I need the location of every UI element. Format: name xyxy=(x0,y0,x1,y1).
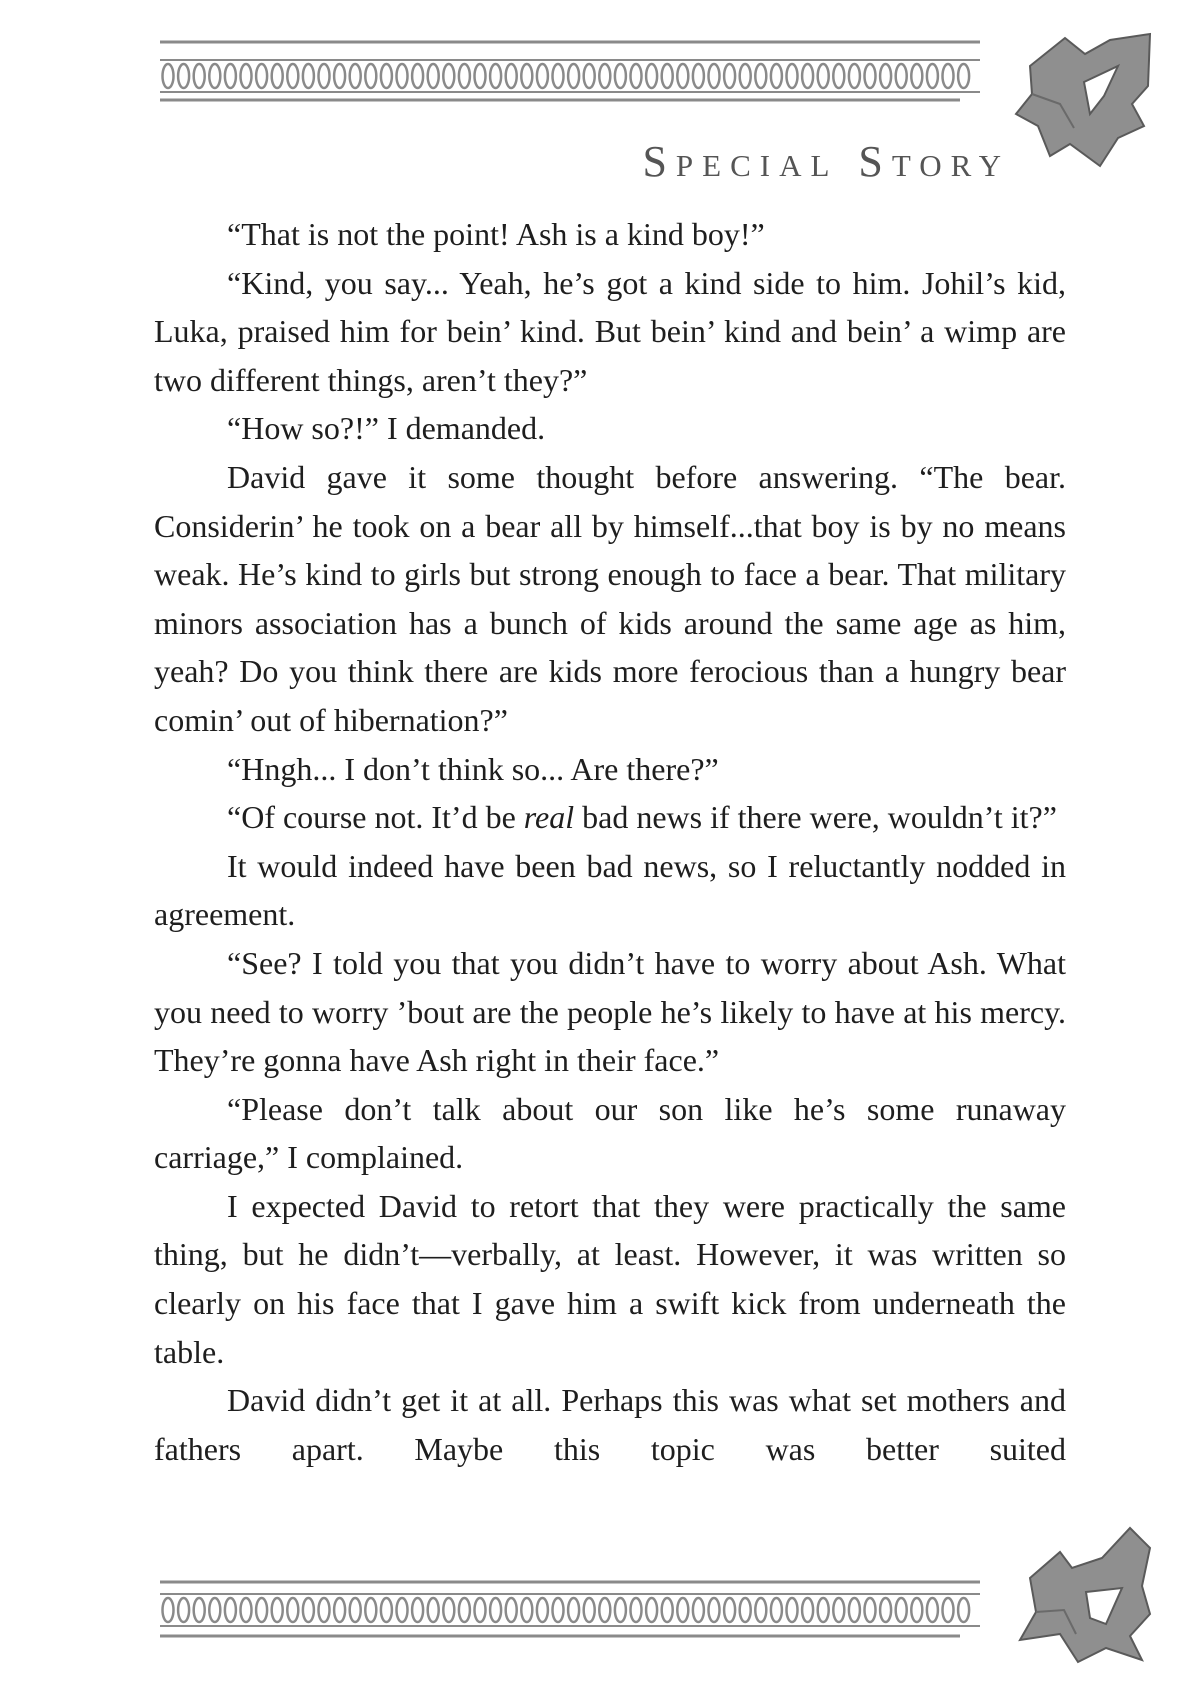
chain-link xyxy=(709,64,720,88)
chain-link xyxy=(771,1598,782,1622)
story-text xyxy=(154,210,1066,1473)
chain-link xyxy=(599,64,610,88)
chain-link xyxy=(677,64,688,88)
chain-link xyxy=(693,64,704,88)
chain-link xyxy=(381,64,392,88)
chain-link xyxy=(194,64,205,88)
chain-link xyxy=(521,1598,532,1622)
running-header-title: Special Story xyxy=(642,137,1010,186)
chain-link xyxy=(178,64,189,88)
chain-link xyxy=(787,1598,798,1622)
chain-link xyxy=(428,64,439,88)
chain-link xyxy=(256,64,267,88)
chain-link xyxy=(927,1598,938,1622)
chain-link xyxy=(896,64,907,88)
bottom-ornamental-border xyxy=(160,1580,1040,1652)
chain-link xyxy=(272,1598,283,1622)
chain-link xyxy=(225,1598,236,1622)
chain-link xyxy=(365,64,376,88)
chain-link xyxy=(740,64,751,88)
paragraph: David gave it some thought before answering. “The bear. Considerin’ he took on a bear all by himself...that boy is by no means weak. He’s kind to girls but strong enough to face a bear. That military minors association has a bunch of kids around the same age as him, yeah? Do you think there are kids more ferocious than a hungry bear comin’ out of hibernation?” xyxy=(154,458,1066,738)
chain-link xyxy=(755,1598,766,1622)
chain-link xyxy=(397,1598,408,1622)
chain-link xyxy=(241,1598,252,1622)
paragraph: “Hngh... I don’t think so... Are there?” xyxy=(227,750,719,787)
chain-link xyxy=(662,1598,673,1622)
chain-link xyxy=(802,1598,813,1622)
top-corner-ornament xyxy=(1010,26,1160,176)
chain-link xyxy=(490,1598,501,1622)
chain-link xyxy=(615,64,626,88)
chain-link xyxy=(241,64,252,88)
chain-link xyxy=(350,64,361,88)
chain-link xyxy=(381,1598,392,1622)
chain-link xyxy=(459,64,470,88)
paragraph: “Kind, you say... Yeah, he’s got a kind side to him. Johil’s kid, Luka, praised him for bein’ kind. But bein’ kind and bein’ a wimp are two different things, aren’t they?” xyxy=(154,264,1066,398)
chain-link xyxy=(943,64,954,88)
bottom-corner-ornament xyxy=(1010,1518,1160,1668)
chain-link xyxy=(553,64,564,88)
chain-link xyxy=(599,1598,610,1622)
chain-link xyxy=(163,1598,174,1622)
top-ornamental-border xyxy=(160,40,1040,112)
chain-link xyxy=(615,1598,626,1622)
chain-link xyxy=(412,1598,423,1622)
chain-link xyxy=(303,1598,314,1622)
chain-link xyxy=(209,64,220,88)
paragraph: “That is not the point! Ash is a kind boy!” xyxy=(227,216,765,252)
chain-link xyxy=(584,1598,595,1622)
chain-link xyxy=(319,1598,330,1622)
chain-link xyxy=(849,64,860,88)
chain-link xyxy=(709,1598,720,1622)
chain-link xyxy=(833,64,844,88)
chain-link xyxy=(771,64,782,88)
chain-link xyxy=(849,1598,860,1622)
chain-link xyxy=(802,64,813,88)
chain-link xyxy=(677,1598,688,1622)
chain-link xyxy=(568,64,579,88)
chain-link xyxy=(646,1598,657,1622)
chain-link xyxy=(724,1598,735,1622)
chain-link xyxy=(880,64,891,88)
chain-link xyxy=(911,64,922,88)
chain-link xyxy=(740,1598,751,1622)
chain-link xyxy=(662,64,673,88)
chain-link xyxy=(724,64,735,88)
paragraph: I expected David to retort that they were practically the same thing, but he didn’t—verbally, at least. However, it was written so clearly on his face that I gave him a swift kick from underneath the table. xyxy=(154,1187,1066,1370)
chain-link xyxy=(568,1598,579,1622)
chain-link xyxy=(178,1598,189,1622)
chain-link xyxy=(194,1598,205,1622)
chain-link xyxy=(272,64,283,88)
chain-link xyxy=(475,64,486,88)
chain-link xyxy=(537,1598,548,1622)
chain-link xyxy=(818,64,829,88)
chain-link xyxy=(537,64,548,88)
paragraph-text: bad news if there were, wouldn’t it?” xyxy=(574,799,1057,836)
paragraph-text: “Of course not. It’d be xyxy=(227,799,524,836)
chain-link xyxy=(911,1598,922,1622)
chain-link xyxy=(631,1598,642,1622)
chain-link xyxy=(927,64,938,88)
chain-link xyxy=(521,64,532,88)
chain-link xyxy=(631,64,642,88)
chain-link xyxy=(865,64,876,88)
chain-link xyxy=(303,64,314,88)
chain-link xyxy=(646,64,657,88)
chain-link xyxy=(865,1598,876,1622)
chain-link xyxy=(553,1598,564,1622)
chain-link xyxy=(397,64,408,88)
chain-link xyxy=(958,64,969,88)
chain-link xyxy=(896,1598,907,1622)
chain-link xyxy=(443,1598,454,1622)
chain-link xyxy=(584,64,595,88)
chain-link xyxy=(958,1598,969,1622)
chain-link xyxy=(225,64,236,88)
chain-link xyxy=(693,1598,704,1622)
chain-link xyxy=(287,64,298,88)
chain-link xyxy=(365,1598,376,1622)
paragraph: David didn’t get it at all. Perhaps this was what set mothers and fathers apart. Maybe this topic was better suited xyxy=(154,1382,1066,1467)
paragraph: “How so?!” I demanded. xyxy=(227,410,546,447)
chain-link xyxy=(833,1598,844,1622)
chain-link xyxy=(459,1598,470,1622)
chain-link xyxy=(428,1598,439,1622)
emphasized-word: real xyxy=(523,799,575,836)
chain-link xyxy=(506,64,517,88)
chain-link xyxy=(443,64,454,88)
chain-link xyxy=(163,64,174,88)
chain-link xyxy=(412,64,423,88)
chain-link xyxy=(209,1598,220,1622)
chain-link xyxy=(880,1598,891,1622)
chain-link xyxy=(943,1598,954,1622)
chain-link xyxy=(490,64,501,88)
chain-link xyxy=(475,1598,486,1622)
chain-link xyxy=(755,64,766,88)
chain-link xyxy=(506,1598,517,1622)
chain-link xyxy=(350,1598,361,1622)
paragraph: “Please don’t talk about our son like he’s some runaway carriage,” I complained. xyxy=(154,1090,1066,1176)
chain-link xyxy=(334,64,345,88)
chain-link xyxy=(787,64,798,88)
chain-link xyxy=(334,1598,345,1622)
chain-link xyxy=(818,1598,829,1622)
chain-link xyxy=(256,1598,267,1622)
paragraph: It would indeed have been bad news, so I reluctantly nodded in agreement. xyxy=(154,847,1066,933)
chain-link xyxy=(287,1598,298,1622)
paragraph xyxy=(154,793,1066,842)
chain-link xyxy=(319,64,330,88)
paragraph: “See? I told you that you didn’t have to worry about Ash. What you need to worry ’bout are the people he’s likely to have at his mercy. They’re gonna have Ash right in their face.” xyxy=(154,944,1066,1079)
